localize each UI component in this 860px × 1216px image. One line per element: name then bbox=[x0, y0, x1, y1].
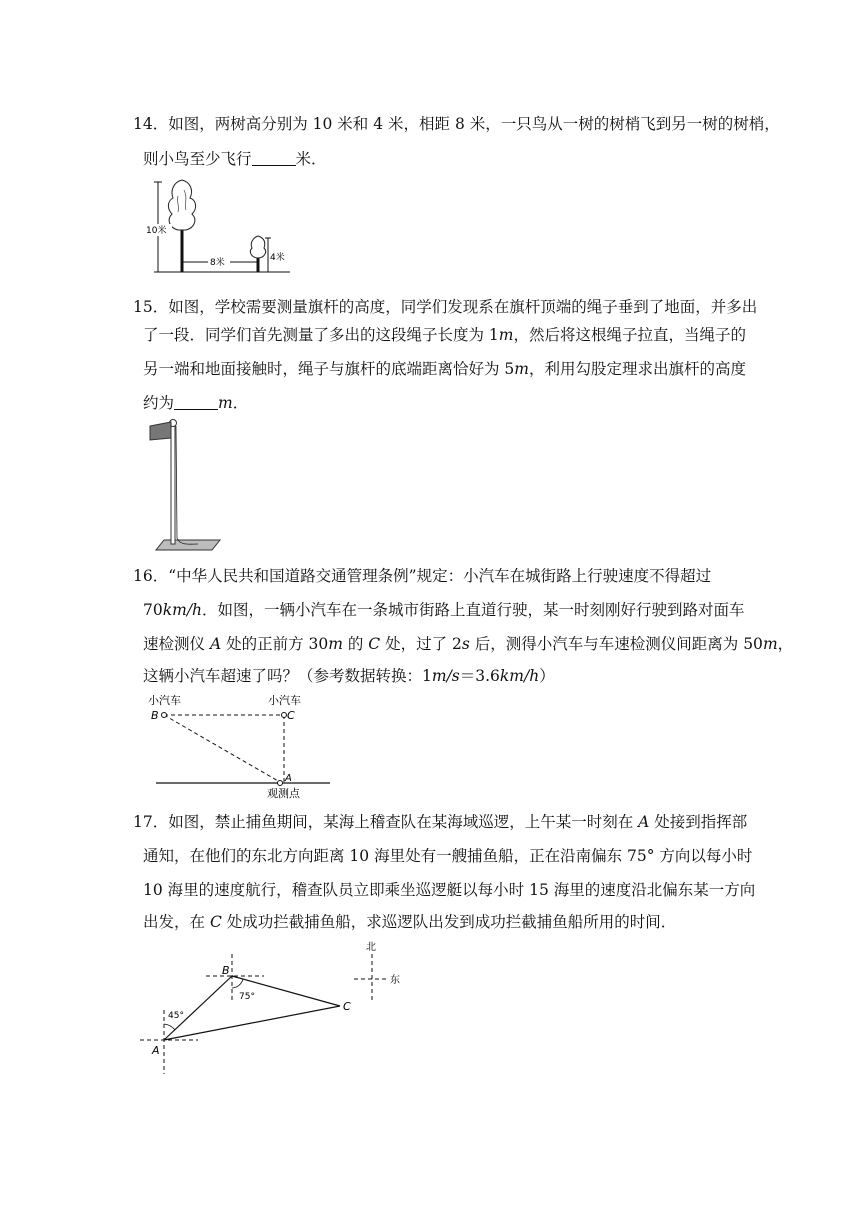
tall-tree-crown bbox=[168, 180, 195, 230]
q15-line-2-pre: 了一段．同学们首先测量了多出的这段绳子长度为 1 bbox=[143, 326, 499, 344]
q16-line-4-u2: km/h bbox=[499, 667, 540, 685]
label-angle-75: 75° bbox=[239, 992, 255, 1002]
q16-line-3-a: 速检测仪 bbox=[143, 635, 210, 653]
q14-trees-figure bbox=[140, 176, 300, 276]
q16-line-4-b: ＝3.6 bbox=[459, 667, 500, 685]
label-car-left: 小汽车 bbox=[148, 694, 181, 707]
q16-line-3-s: s bbox=[461, 635, 470, 653]
q17-line-4-a: 出发，在 bbox=[143, 913, 210, 931]
q15-line-3-post: ，利用勾股定理求出旗杆的高度 bbox=[529, 360, 747, 378]
label-4m: 4米 bbox=[270, 253, 285, 263]
label-angle-45: 45° bbox=[168, 1011, 184, 1021]
q15-line-4-pre: 约为 bbox=[143, 394, 175, 412]
q17-line-3: 10 海里的速度航行，稽查队员立即乘坐巡逻艇以每小时 15 海里的速度沿北偏东某一方向 bbox=[143, 881, 756, 899]
q16-line-4-a: 这辆小汽车超速了吗？（参考数据转换：1 bbox=[143, 667, 432, 685]
q16-line-3-b: 处的正前方 30 bbox=[221, 635, 329, 653]
q15-line-4-unit: m bbox=[218, 394, 233, 412]
label-A: A bbox=[285, 773, 292, 784]
label-A: A bbox=[152, 1044, 160, 1057]
q14-line-2-pre: 则小鸟至少飞行 bbox=[143, 150, 252, 168]
q17-patrol-figure bbox=[140, 936, 420, 1076]
q15-line-1: 15．如图，学校需要测量旗杆的高度，同学们发现系在旗杆顶端的绳子垂到了地面，并多出 bbox=[133, 298, 758, 316]
q17-line-1-b: 处接到指挥部 bbox=[649, 813, 748, 831]
q16-line-3-m2: m bbox=[762, 635, 778, 653]
q17-line-4-b: 处成功拦截捕鱼船，求巡逻队出发到成功拦截捕鱼船所用的时间． bbox=[221, 913, 677, 931]
q14-answer-blank bbox=[252, 151, 296, 166]
q16-line-2-a: 70 bbox=[143, 601, 163, 619]
q16-line-4 bbox=[143, 666, 555, 686]
q15-line-4 bbox=[143, 393, 248, 413]
flag bbox=[150, 422, 171, 440]
label-C: C bbox=[343, 1000, 351, 1013]
label-8m: 8米 bbox=[210, 258, 225, 268]
short-tree-crown bbox=[250, 236, 265, 258]
q17-line-1-A: A bbox=[638, 813, 650, 831]
q15-line-3 bbox=[143, 359, 746, 379]
q16-line-2 bbox=[143, 600, 745, 620]
label-C: C bbox=[287, 709, 295, 722]
q15-line-3-unit: m bbox=[514, 360, 529, 378]
q16-line-3-m: m bbox=[328, 635, 343, 653]
label-B: B bbox=[222, 964, 230, 977]
q16-line-3 bbox=[143, 634, 793, 654]
q17-line-4 bbox=[143, 912, 676, 932]
q17-line-1 bbox=[133, 812, 747, 832]
q16-line-2-b: ．如图，一辆小汽车在一条城市街路上直道行驶，某一时刻刚好行驶到路对面车 bbox=[202, 601, 745, 619]
q16-line-2-unit: km/h bbox=[162, 601, 203, 619]
q15-line-2-unit: m bbox=[498, 326, 514, 344]
label-east: 东 bbox=[390, 975, 400, 986]
q16-line-3-f: ， bbox=[777, 635, 794, 653]
label-B: B bbox=[151, 709, 159, 722]
q17-line-1-a: 17．如图，禁止捕鱼期间，某海上稽查队在某海域巡逻，上午某一时刻在 bbox=[133, 813, 639, 831]
flagpole-base bbox=[156, 540, 220, 550]
q15-flagpole-figure bbox=[140, 414, 230, 554]
q16-line-3-d: 处，过了 2 bbox=[380, 635, 462, 653]
q17-line-2: 通知，在他们的东北方向距离 10 海里处有一艘捕鱼船，正在沿南偏东 75° 方向以每小时 bbox=[143, 847, 753, 865]
q16-line-3-e: 后，测得小汽车与车速检测仪间距离为 50 bbox=[469, 635, 763, 653]
q16-line-3-C: C bbox=[368, 635, 381, 653]
q16-line-3-c: 的 bbox=[342, 635, 369, 653]
q16-line-3-A: A bbox=[209, 635, 222, 653]
q15-line-3-pre: 另一端和地面接触时，绳子与旗杆的底端距离恰好为 5 bbox=[143, 360, 515, 378]
q15-line-4-post: ． bbox=[232, 394, 249, 412]
q16-line-1: 16．“中华人民共和国道路交通管理条例”规定：小汽车在城街路上行驶速度不得超过 bbox=[133, 567, 712, 585]
label-10m: 10米 bbox=[146, 226, 167, 236]
rope bbox=[176, 426, 198, 544]
q14-line-1: 14．如图，两树高分别为 10 米和 4 米，相距 8 米，一只鸟从一树的树梢飞到另一树的树梢， bbox=[133, 115, 780, 133]
flagpole bbox=[171, 424, 175, 544]
q15-answer-blank bbox=[174, 395, 218, 410]
q17-line-4-C: C bbox=[209, 913, 222, 931]
q14-line-2-post: 米． bbox=[295, 150, 327, 168]
q15-line-2 bbox=[143, 325, 746, 345]
label-north: 北 bbox=[366, 942, 376, 953]
q16-line-4-u1: m/s bbox=[431, 667, 460, 685]
label-observation-point: 观测点 bbox=[267, 787, 300, 800]
q14-line-2 bbox=[143, 149, 327, 169]
q15-line-2-post: ，然后将这根绳子拉直，当绳子的 bbox=[513, 326, 747, 344]
label-car-right: 小汽车 bbox=[268, 694, 301, 707]
q16-line-4-c: ） bbox=[539, 667, 555, 685]
q16-car-figure bbox=[140, 690, 340, 802]
